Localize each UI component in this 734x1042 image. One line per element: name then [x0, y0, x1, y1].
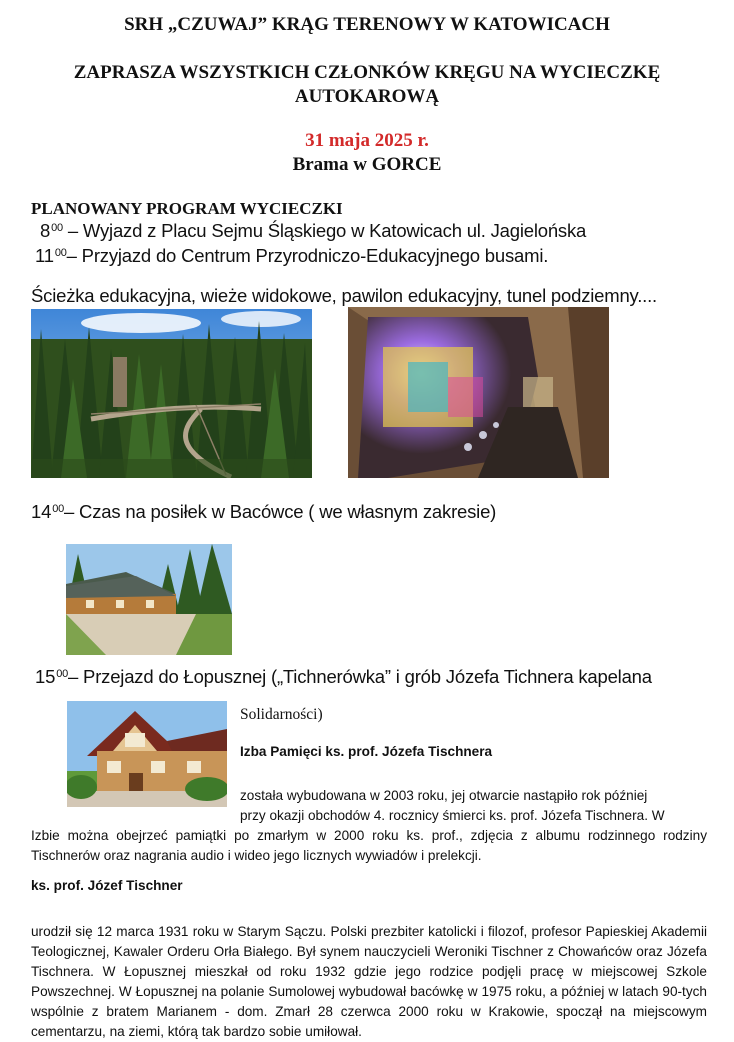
program-item-minutes: 00: [52, 503, 65, 515]
program-item-minutes: 00: [51, 222, 63, 234]
program-item-hour: 15: [35, 666, 56, 687]
program-item-arrival: [35, 245, 548, 267]
museum-text: Izbie można obejrzeć pamiątki po zmarłym w 2000 roku ks. prof., zdjęcia z albumu rodzinnego rodziny Tischnerów oraz nagrania audio i wideo jego licznych wywiadów i prelekcji.: [31, 828, 707, 863]
attractions-text: Ścieżka edukacyjna, wieże widokowe, pawilon edukacyjny, tunel podziemny....: [31, 285, 657, 306]
program-item-hour: 11: [35, 245, 54, 266]
program-item-meal: [31, 501, 496, 523]
invite-line-1: ZAPRASZA WSZYSTKICH CZŁONKÓW KRĘGU NA WYCIECZKĘ: [73, 62, 661, 83]
trip-date: 31 maja 2025 r.: [305, 130, 429, 151]
mountain-hut-photo: [66, 544, 232, 655]
museum-text-line-2: przy okazji obchodów 4. rocznicy śmierci ks. prof. Józefa Tischnera. W: [240, 808, 665, 823]
program-item-hour: 14: [31, 501, 52, 522]
program-item-departure: [40, 220, 586, 242]
program-item-minutes: 00: [56, 668, 69, 680]
program-item-hour: 8: [40, 220, 51, 241]
program-item-text: – Przyjazd do Centrum Przyrodniczo-Edukacyjnego busami.: [66, 245, 549, 266]
program-item-text: – Wyjazd z Placu Sejmu Śląskiego w Katowicach ul. Jagielońska: [62, 220, 587, 241]
biography-text: urodził się 12 marca 1931 roku w Starym Sączu. Polski prezbiter katolicki i filozof, profesor Papieskiej Akademii Teologicznej, Kawaler Orderu Orła Białego. Był synem nauczycieli Weroniki Tischner z Chowańców oraz Józefa Tischnera. W Łopusznej mieszkał od roku 1932 gdzie jego rodzice podjęli pracę w miejscowej Szkole Powszechnej. W Łopusznej na polanie Sumolowej wybudował bacówkę w 1975 roku, a później w latach 90-tych wspólnie z bratem Marianem - dom. Zmarł 28 czerwca 2000 roku w Krakowie, spoczął na miejscowym cementarzu, na ziemi, którą tak bardzo sobie umiłował.: [31, 924, 707, 1039]
tischner-house-photo: [67, 701, 227, 807]
museum-title: Izba Pamięci ks. prof. Józefa Tischnera: [240, 744, 493, 759]
org-title: SRH „CZUWAJ” KRĄG TERENOWY W KATOWICACH: [124, 14, 610, 35]
program-heading: PLANOWANY PROGRAM WYCIECZKI: [31, 199, 343, 218]
museum-text-line-1: została wybudowana w 2003 roku, jej otwarcie nastąpiło rok później: [240, 788, 648, 803]
program-item-transfer: [35, 666, 652, 688]
biography-title: ks. prof. Józef Tischner: [31, 878, 183, 893]
underground-tunnel-photo: [348, 307, 609, 478]
transfer-continuation: Solidarności): [240, 706, 323, 723]
program-item-minutes: 00: [54, 247, 67, 259]
treetop-walkway-photo: [31, 309, 312, 478]
invite-line-2: AUTOKAROWĄ: [294, 86, 440, 107]
program-item-text: – Przejazd do Łopusznej („Tichnerówka” i grób Józefa Tichnera kapelana: [68, 666, 652, 687]
program-item-text: – Czas na posiłek w Bacówce ( we własnym zakresie): [64, 501, 497, 522]
trip-destination: Brama w GORCE: [292, 154, 442, 175]
